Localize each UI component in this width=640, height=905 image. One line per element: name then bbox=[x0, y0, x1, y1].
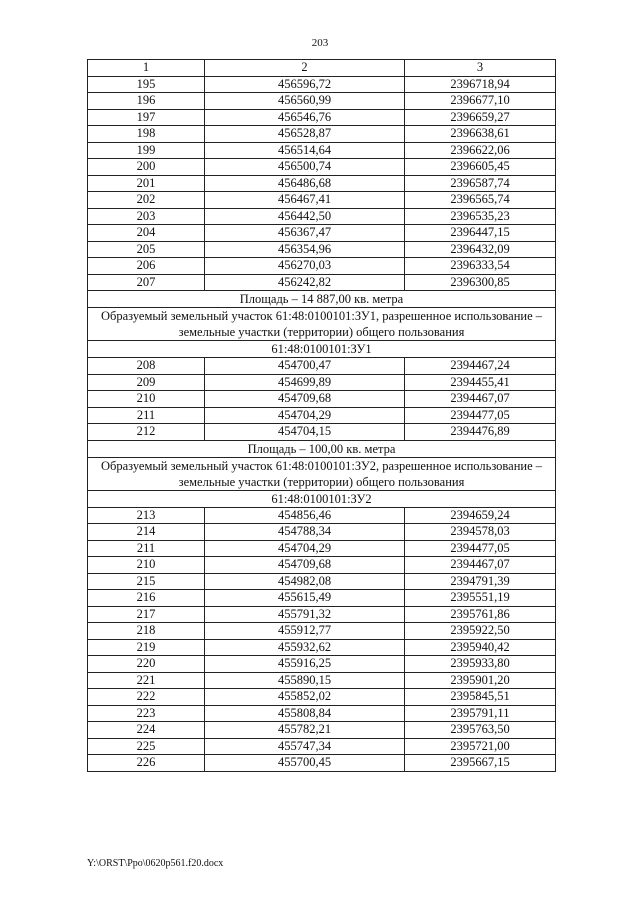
section-caption: Площадь – 14 887,00 кв. метра bbox=[88, 291, 556, 308]
table-row bbox=[88, 358, 556, 375]
table-row bbox=[88, 225, 556, 242]
table-row bbox=[88, 175, 556, 192]
table-row bbox=[88, 606, 556, 623]
y-coordinate-cell: 2394578,03 bbox=[405, 524, 556, 541]
y-coordinate-cell: 2395761,86 bbox=[405, 606, 556, 623]
point-number-cell: 216 bbox=[88, 590, 205, 607]
point-number-cell: 210 bbox=[88, 557, 205, 574]
x-coordinate-cell: 456467,41 bbox=[205, 192, 405, 209]
table-row bbox=[88, 722, 556, 739]
coordinates-table bbox=[87, 59, 556, 772]
table-row bbox=[88, 391, 556, 408]
point-number-cell: 195 bbox=[88, 76, 205, 93]
y-coordinate-cell: 2395763,50 bbox=[405, 722, 556, 739]
x-coordinate-cell: 454856,46 bbox=[205, 507, 405, 524]
x-coordinate-cell: 454704,29 bbox=[205, 540, 405, 557]
table-row bbox=[88, 540, 556, 557]
x-coordinate-cell: 456528,87 bbox=[205, 126, 405, 143]
table-row bbox=[88, 208, 556, 225]
point-number-cell: 213 bbox=[88, 507, 205, 524]
x-coordinate-cell: 455782,21 bbox=[205, 722, 405, 739]
section-caption: Площадь – 100,00 кв. метра bbox=[88, 440, 556, 457]
table-row bbox=[88, 407, 556, 424]
table-row bbox=[88, 656, 556, 673]
table-row bbox=[88, 142, 556, 159]
y-coordinate-cell: 2394467,07 bbox=[405, 391, 556, 408]
table-row bbox=[88, 557, 556, 574]
y-coordinate-cell: 2394659,24 bbox=[405, 507, 556, 524]
y-coordinate-cell: 2395901,20 bbox=[405, 672, 556, 689]
point-number-cell: 224 bbox=[88, 722, 205, 739]
point-number-cell: 210 bbox=[88, 391, 205, 408]
x-coordinate-cell: 454709,68 bbox=[205, 391, 405, 408]
y-coordinate-cell: 2395922,50 bbox=[405, 623, 556, 640]
x-coordinate-cell: 455912,77 bbox=[205, 623, 405, 640]
y-coordinate-cell: 2396447,15 bbox=[405, 225, 556, 242]
point-number-cell: 209 bbox=[88, 374, 205, 391]
table-row bbox=[88, 689, 556, 706]
section-caption: Образуемый земельный участок 61:48:0100101:ЗУ1, разрешенное использование – земельные участки (территории) общего пользования bbox=[88, 308, 556, 341]
x-coordinate-cell: 455615,49 bbox=[205, 590, 405, 607]
table-row bbox=[88, 573, 556, 590]
table-row bbox=[88, 755, 556, 772]
y-coordinate-cell: 2395667,15 bbox=[405, 755, 556, 772]
y-coordinate-cell: 2395791,11 bbox=[405, 705, 556, 722]
point-number-cell: 207 bbox=[88, 274, 205, 291]
x-coordinate-cell: 455808,84 bbox=[205, 705, 405, 722]
x-coordinate-cell: 456442,50 bbox=[205, 208, 405, 225]
table-row bbox=[88, 639, 556, 656]
point-number-cell: 218 bbox=[88, 623, 205, 640]
point-number-cell: 196 bbox=[88, 93, 205, 110]
point-number-cell: 211 bbox=[88, 540, 205, 557]
y-coordinate-cell: 2396535,23 bbox=[405, 208, 556, 225]
point-number-cell: 201 bbox=[88, 175, 205, 192]
section-caption: 61:48:0100101:ЗУ1 bbox=[88, 341, 556, 358]
x-coordinate-cell: 455890,15 bbox=[205, 672, 405, 689]
y-coordinate-cell: 2395551,19 bbox=[405, 590, 556, 607]
table-row bbox=[88, 507, 556, 524]
x-coordinate-cell: 454704,29 bbox=[205, 407, 405, 424]
y-coordinate-cell: 2396622,06 bbox=[405, 142, 556, 159]
point-number-cell: 199 bbox=[88, 142, 205, 159]
y-coordinate-cell: 2396300,85 bbox=[405, 274, 556, 291]
x-coordinate-cell: 456500,74 bbox=[205, 159, 405, 176]
table-row bbox=[88, 274, 556, 291]
point-number-cell: 221 bbox=[88, 672, 205, 689]
point-number-cell: 214 bbox=[88, 524, 205, 541]
point-number-cell: 202 bbox=[88, 192, 205, 209]
column-header-point: 1 bbox=[88, 60, 205, 77]
section-row bbox=[88, 457, 556, 490]
x-coordinate-cell: 456560,99 bbox=[205, 93, 405, 110]
x-coordinate-cell: 456270,03 bbox=[205, 258, 405, 275]
table-row bbox=[88, 590, 556, 607]
point-number-cell: 198 bbox=[88, 126, 205, 143]
table-row bbox=[88, 738, 556, 755]
point-number-cell: 204 bbox=[88, 225, 205, 242]
y-coordinate-cell: 2394791,39 bbox=[405, 573, 556, 590]
x-coordinate-cell: 456354,96 bbox=[205, 241, 405, 258]
table-row bbox=[88, 109, 556, 126]
point-number-cell: 226 bbox=[88, 755, 205, 772]
point-number-cell: 215 bbox=[88, 573, 205, 590]
y-coordinate-cell: 2394476,89 bbox=[405, 424, 556, 441]
y-coordinate-cell: 2394477,05 bbox=[405, 540, 556, 557]
x-coordinate-cell: 455747,34 bbox=[205, 738, 405, 755]
point-number-cell: 206 bbox=[88, 258, 205, 275]
table-row bbox=[88, 623, 556, 640]
x-coordinate-cell: 455932,62 bbox=[205, 639, 405, 656]
x-coordinate-cell: 454699,89 bbox=[205, 374, 405, 391]
table-row bbox=[88, 424, 556, 441]
table-row bbox=[88, 705, 556, 722]
point-number-cell: 219 bbox=[88, 639, 205, 656]
y-coordinate-cell: 2395721,00 bbox=[405, 738, 556, 755]
section-caption: Образуемый земельный участок 61:48:0100101:ЗУ2, разрешенное использование – земельные участки (территории) общего пользования bbox=[88, 457, 556, 490]
y-coordinate-cell: 2396677,10 bbox=[405, 93, 556, 110]
point-number-cell: 197 bbox=[88, 109, 205, 126]
y-coordinate-cell: 2396565,74 bbox=[405, 192, 556, 209]
x-coordinate-cell: 455791,32 bbox=[205, 606, 405, 623]
y-coordinate-cell: 2396605,45 bbox=[405, 159, 556, 176]
x-coordinate-cell: 454788,34 bbox=[205, 524, 405, 541]
y-coordinate-cell: 2394455,41 bbox=[405, 374, 556, 391]
section-row bbox=[88, 341, 556, 358]
table-header-row bbox=[88, 60, 556, 77]
table-row bbox=[88, 672, 556, 689]
y-coordinate-cell: 2396587,74 bbox=[405, 175, 556, 192]
point-number-cell: 222 bbox=[88, 689, 205, 706]
table-row bbox=[88, 241, 556, 258]
section-row bbox=[88, 490, 556, 507]
x-coordinate-cell: 454982,08 bbox=[205, 573, 405, 590]
section-row bbox=[88, 291, 556, 308]
x-coordinate-cell: 455852,02 bbox=[205, 689, 405, 706]
point-number-cell: 205 bbox=[88, 241, 205, 258]
point-number-cell: 225 bbox=[88, 738, 205, 755]
column-header-y: 3 bbox=[405, 60, 556, 77]
point-number-cell: 223 bbox=[88, 705, 205, 722]
point-number-cell: 200 bbox=[88, 159, 205, 176]
y-coordinate-cell: 2394467,07 bbox=[405, 557, 556, 574]
table-row bbox=[88, 126, 556, 143]
table-row bbox=[88, 524, 556, 541]
y-coordinate-cell: 2395940,42 bbox=[405, 639, 556, 656]
x-coordinate-cell: 456546,76 bbox=[205, 109, 405, 126]
x-coordinate-cell: 454704,15 bbox=[205, 424, 405, 441]
table-row bbox=[88, 192, 556, 209]
x-coordinate-cell: 456367,47 bbox=[205, 225, 405, 242]
point-number-cell: 203 bbox=[88, 208, 205, 225]
x-coordinate-cell: 456514,64 bbox=[205, 142, 405, 159]
table-row bbox=[88, 76, 556, 93]
x-coordinate-cell: 454709,68 bbox=[205, 557, 405, 574]
x-coordinate-cell: 456486,68 bbox=[205, 175, 405, 192]
point-number-cell: 220 bbox=[88, 656, 205, 673]
y-coordinate-cell: 2396659,27 bbox=[405, 109, 556, 126]
section-row bbox=[88, 308, 556, 341]
column-header-x: 2 bbox=[205, 60, 405, 77]
y-coordinate-cell: 2396432,09 bbox=[405, 241, 556, 258]
x-coordinate-cell: 456242,82 bbox=[205, 274, 405, 291]
y-coordinate-cell: 2396718,94 bbox=[405, 76, 556, 93]
table-row bbox=[88, 159, 556, 176]
table-row bbox=[88, 374, 556, 391]
point-number-cell: 211 bbox=[88, 407, 205, 424]
footer-file-path: Y:\ORST\Ppo\0620p561.f20.docx bbox=[87, 858, 224, 869]
point-number-cell: 212 bbox=[88, 424, 205, 441]
y-coordinate-cell: 2395845,51 bbox=[405, 689, 556, 706]
x-coordinate-cell: 455700,45 bbox=[205, 755, 405, 772]
y-coordinate-cell: 2395933,80 bbox=[405, 656, 556, 673]
coordinates-table-body bbox=[88, 60, 556, 772]
y-coordinate-cell: 2396638,61 bbox=[405, 126, 556, 143]
table-row bbox=[88, 258, 556, 275]
x-coordinate-cell: 454700,47 bbox=[205, 358, 405, 375]
table-row bbox=[88, 93, 556, 110]
section-caption: 61:48:0100101:ЗУ2 bbox=[88, 490, 556, 507]
x-coordinate-cell: 455916,25 bbox=[205, 656, 405, 673]
page-number: 203 bbox=[311, 37, 329, 49]
point-number-cell: 217 bbox=[88, 606, 205, 623]
y-coordinate-cell: 2396333,54 bbox=[405, 258, 556, 275]
y-coordinate-cell: 2394467,24 bbox=[405, 358, 556, 375]
x-coordinate-cell: 456596,72 bbox=[205, 76, 405, 93]
y-coordinate-cell: 2394477,05 bbox=[405, 407, 556, 424]
point-number-cell: 208 bbox=[88, 358, 205, 375]
section-row bbox=[88, 440, 556, 457]
